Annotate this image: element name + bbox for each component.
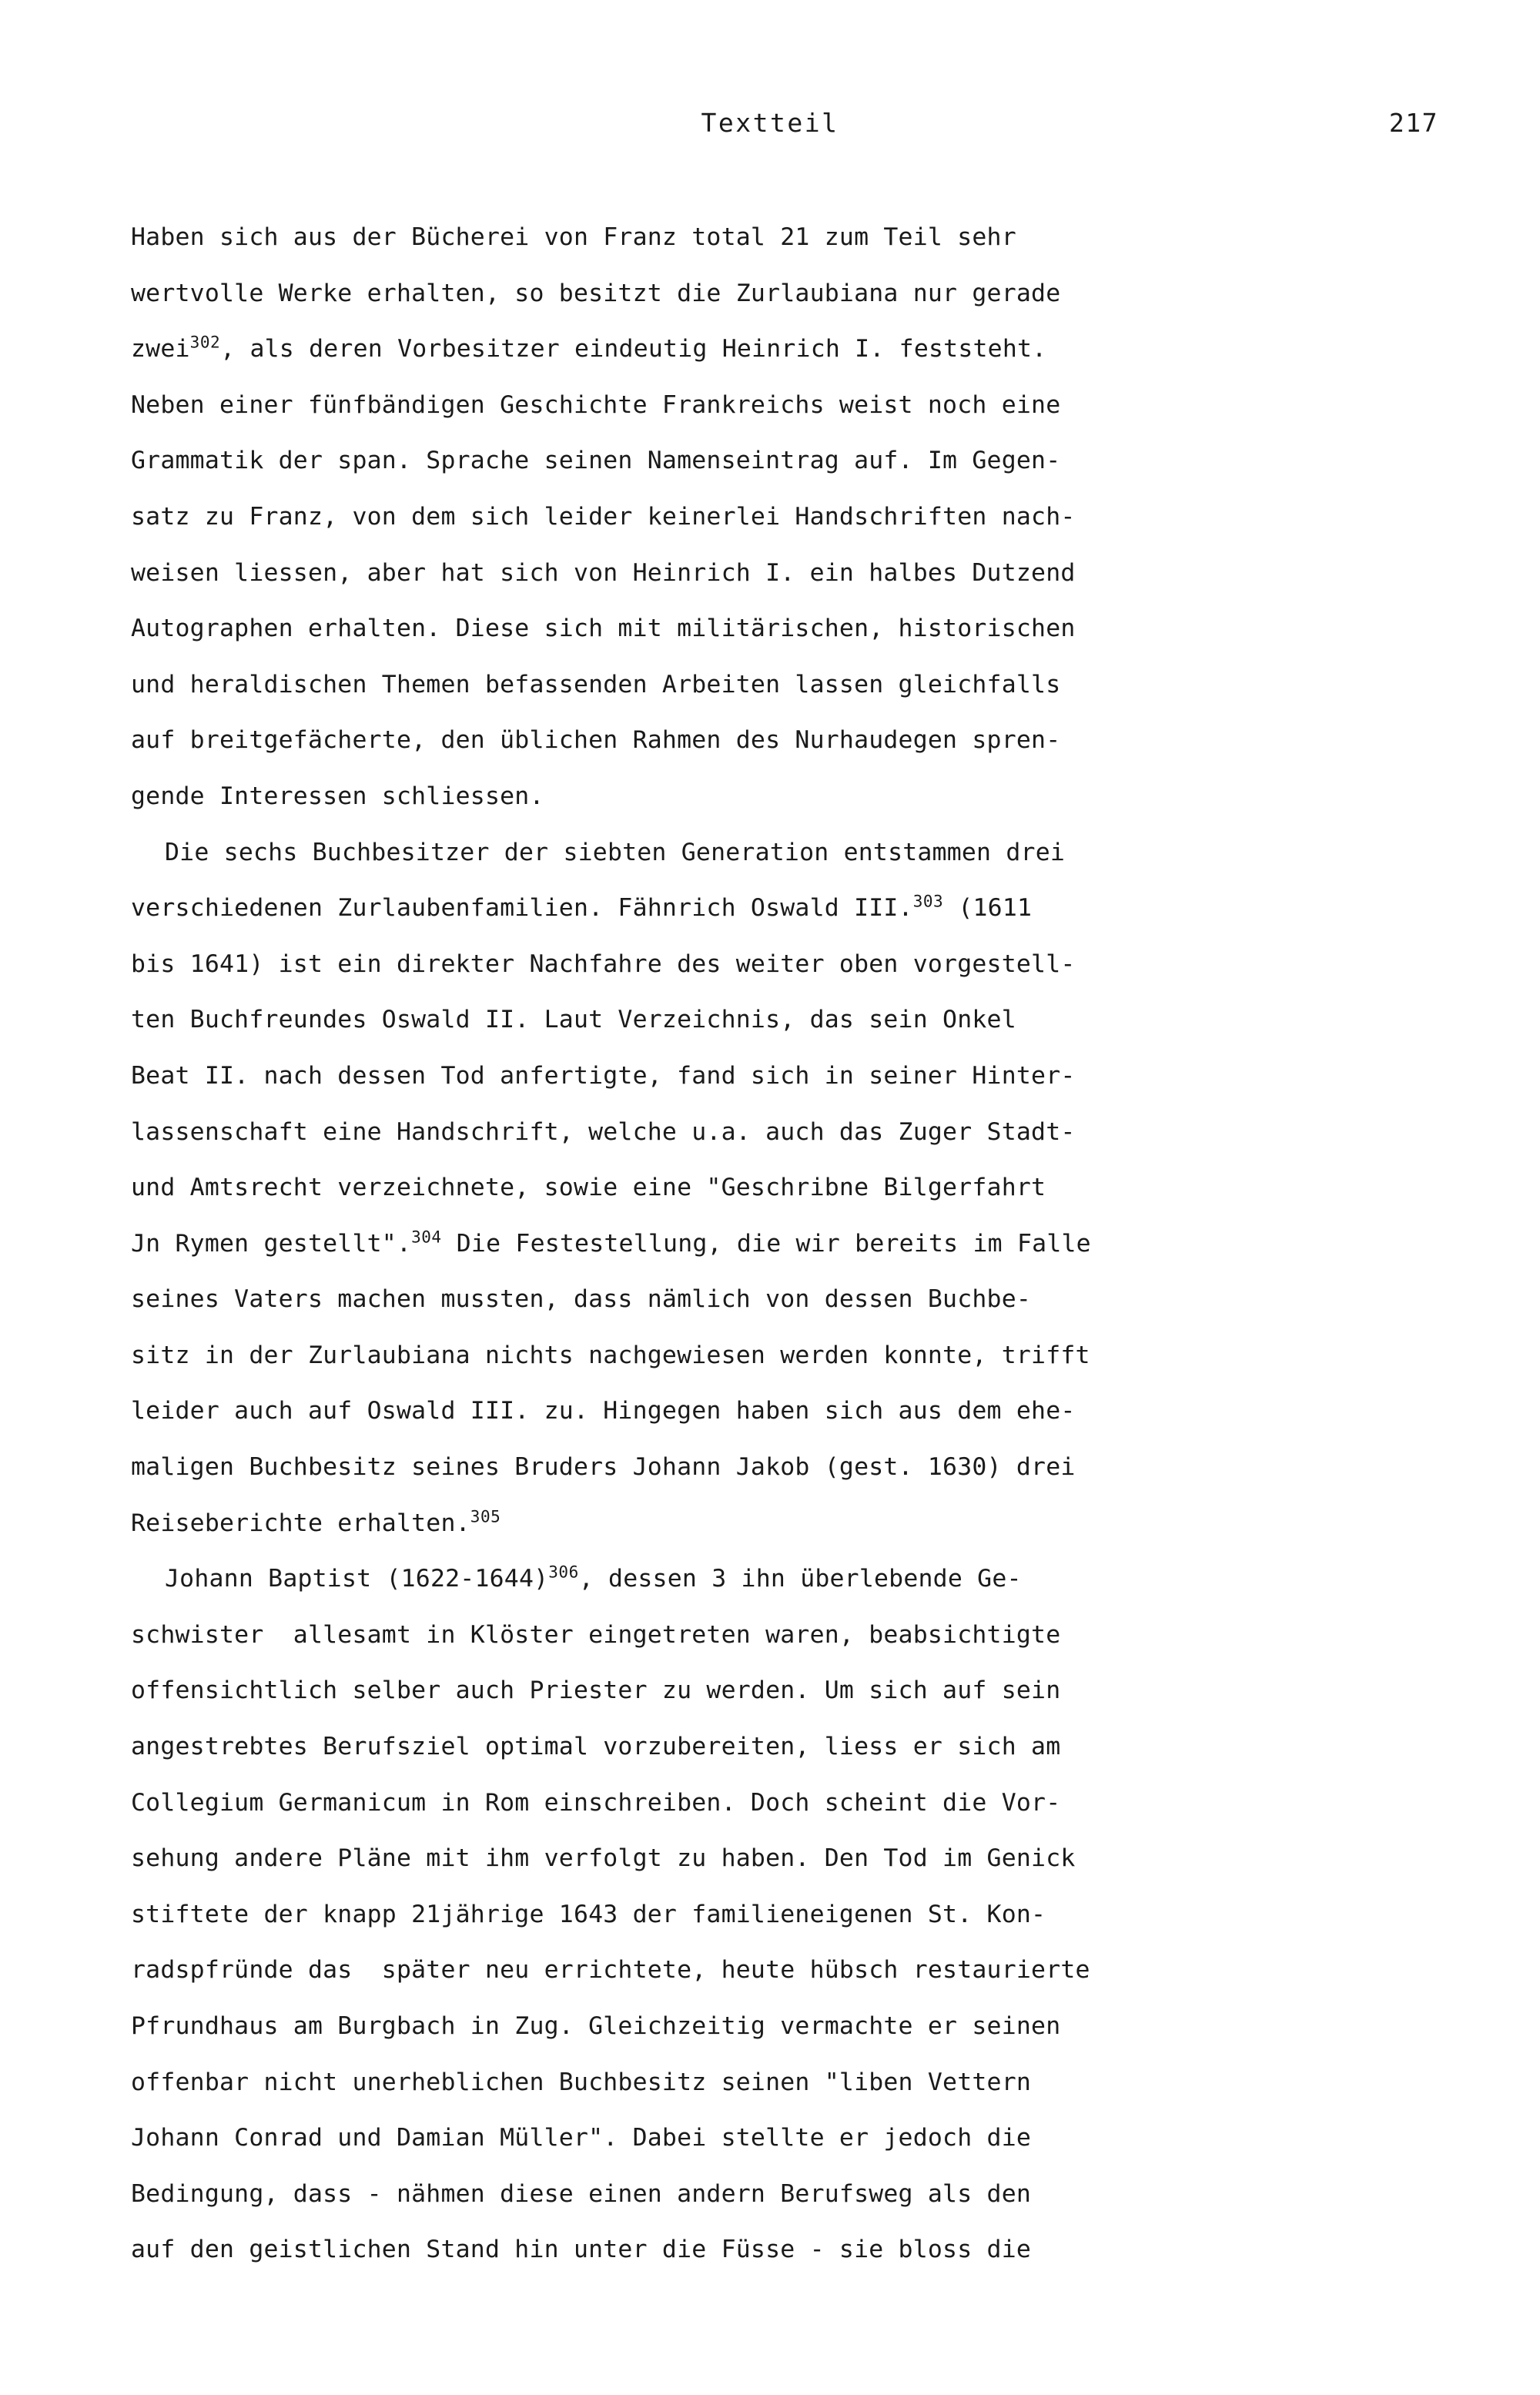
text-line: verschiedenen Zurlaubenfamilien. Fähnrich Oswald III.$^{303}$ (1611 xyxy=(131,892,1033,923)
text-line: und Amtsrecht verzeichnete, sowie eine "Geschribne Bilgerfahrt xyxy=(131,1174,1046,1202)
text-line-tail: Die Festestellung, die wir bereits im Falle xyxy=(441,1229,1091,1258)
footnote-marker: 306 xyxy=(548,1563,579,1582)
text-line: zwei$^{302}$, als deren Vorbesitzer eindeutig Heinrich I. feststeht. xyxy=(131,333,1047,363)
text-line: Haben sich aus der Bücherei von Franz total 21 zum Teil sehr xyxy=(131,223,1016,251)
footnote-marker: 305 xyxy=(470,1507,501,1526)
text-line: Die sechs Buchbesitzer der siebten Generation entstammen drei xyxy=(165,838,1066,866)
text-line: Beat II. nach dessen Tod anfertigte, fand sich in seiner Hinter- xyxy=(131,1061,1076,1090)
text-line: maligen Buchbesitz seines Bruders Johann Jakob (gest. 1630) drei xyxy=(131,1453,1076,1482)
text-line: Grammatik der span. Sprache seinen Namenseintrag auf. Im Gegen- xyxy=(131,447,1061,475)
text-line: offenbar nicht unerheblichen Buchbesitz seinen "liben Vettern xyxy=(131,2068,1032,2096)
text-line: Jn Rymen gestellt".$^{304}$ Die Festestellung, die wir bereits im Falle xyxy=(131,1228,1091,1258)
page-header xyxy=(0,108,1540,143)
footnote-marker: 304 xyxy=(411,1228,442,1247)
text-line: bis 1641) ist ein direkter Nachfahre des weiter oben vorgestell- xyxy=(131,950,1076,978)
text-line: Pfrundhaus am Burgbach in Zug. Gleichzeitig vermachte er seinen xyxy=(131,2012,1061,2040)
text-line: wertvolle Werke erhalten, so besitzt die Zurlaubiana nur gerade xyxy=(131,279,1061,307)
text-line: lassenschaft eine Handschrift, welche u.a. auch das Zuger Stadt- xyxy=(131,1117,1076,1146)
footnote-marker: 302 xyxy=(189,333,221,352)
footnote-marker: 303 xyxy=(912,892,944,911)
text-line: Johann Baptist (1622-1644)$^{306}$, dessen 3 ihn überlebende Ge- xyxy=(165,1563,1022,1593)
text-line: gende Interessen schliessen. xyxy=(131,782,544,810)
text-line: und heraldischen Themen befassenden Arbeiten lassen gleichfalls xyxy=(131,670,1061,698)
text-line: angestrebtes Berufsziel optimal vorzubereiten, liess er sich am xyxy=(131,1733,1061,1761)
text-line: ten Buchfreundes Oswald II. Laut Verzeichnis, das sein Onkel xyxy=(131,1006,1016,1034)
text-line-tail: , als deren Vorbesitzer eindeutig Heinrich I. feststeht. xyxy=(220,335,1047,363)
body-text xyxy=(131,209,1432,2278)
text-line: offensichtlich selber auch Priester zu werden. Um sich auf sein xyxy=(131,1676,1061,1705)
text-line-tail: , dessen 3 ihn überlebende Ge- xyxy=(578,1565,1022,1593)
text-line: satz zu Franz, von dem sich leider keinerlei Handschriften nach- xyxy=(131,502,1076,531)
text-line: Neben einer fünfbändigen Geschichte Frankreichs weist noch eine xyxy=(131,390,1061,419)
running-head-title: Textteil xyxy=(701,108,839,138)
page-number: 217 xyxy=(1388,108,1438,138)
text-line: sitz in der Zurlaubiana nichts nachgewiesen werden konnte, trifft xyxy=(131,1341,1090,1369)
text-line: seines Vaters machen mussten, dass nämlich von dessen Buchbe- xyxy=(131,1285,1032,1314)
text-line: Collegium Germanicum in Rom einschreiben. Doch scheint die Vor- xyxy=(131,1788,1061,1817)
text-line: schwister allesamt in Klöster eingetreten waren, beabsichtigte xyxy=(131,1620,1061,1649)
text-line: weisen liessen, aber hat sich von Heinrich I. ein halbes Dutzend xyxy=(131,558,1076,587)
text-line: stiftete der knapp 21jährige 1643 der familieneigenen St. Kon- xyxy=(131,1900,1046,1928)
text-line: Bedingung, dass - nähmen diese einen andern Berufsweg als den xyxy=(131,2179,1032,2208)
text-line: auf den geistlichen Stand hin unter die Füsse - sie bloss die xyxy=(131,2236,1032,2264)
text-line: Reiseberichte erhalten.$^{305}$ xyxy=(131,1507,501,1537)
text-line-tail: (1611 xyxy=(943,894,1033,923)
text-line: auf breitgefächerte, den üblichen Rahmen des Nurhaudegen spren- xyxy=(131,726,1061,755)
text-line: radspfründe das später neu errichtete, heute hübsch restaurierte xyxy=(131,1956,1090,1985)
text-line: leider auch auf Oswald III. zu. Hingegen haben sich aus dem ehe- xyxy=(131,1397,1076,1425)
text-line: Johann Conrad und Damian Müller". Dabei stellte er jedoch die xyxy=(131,2124,1032,2152)
text-line: sehung andere Pläne mit ihm verfolgt zu haben. Den Tod im Genick xyxy=(131,1844,1076,1873)
text-line: Autographen erhalten. Diese sich mit militärischen, historischen xyxy=(131,615,1076,643)
